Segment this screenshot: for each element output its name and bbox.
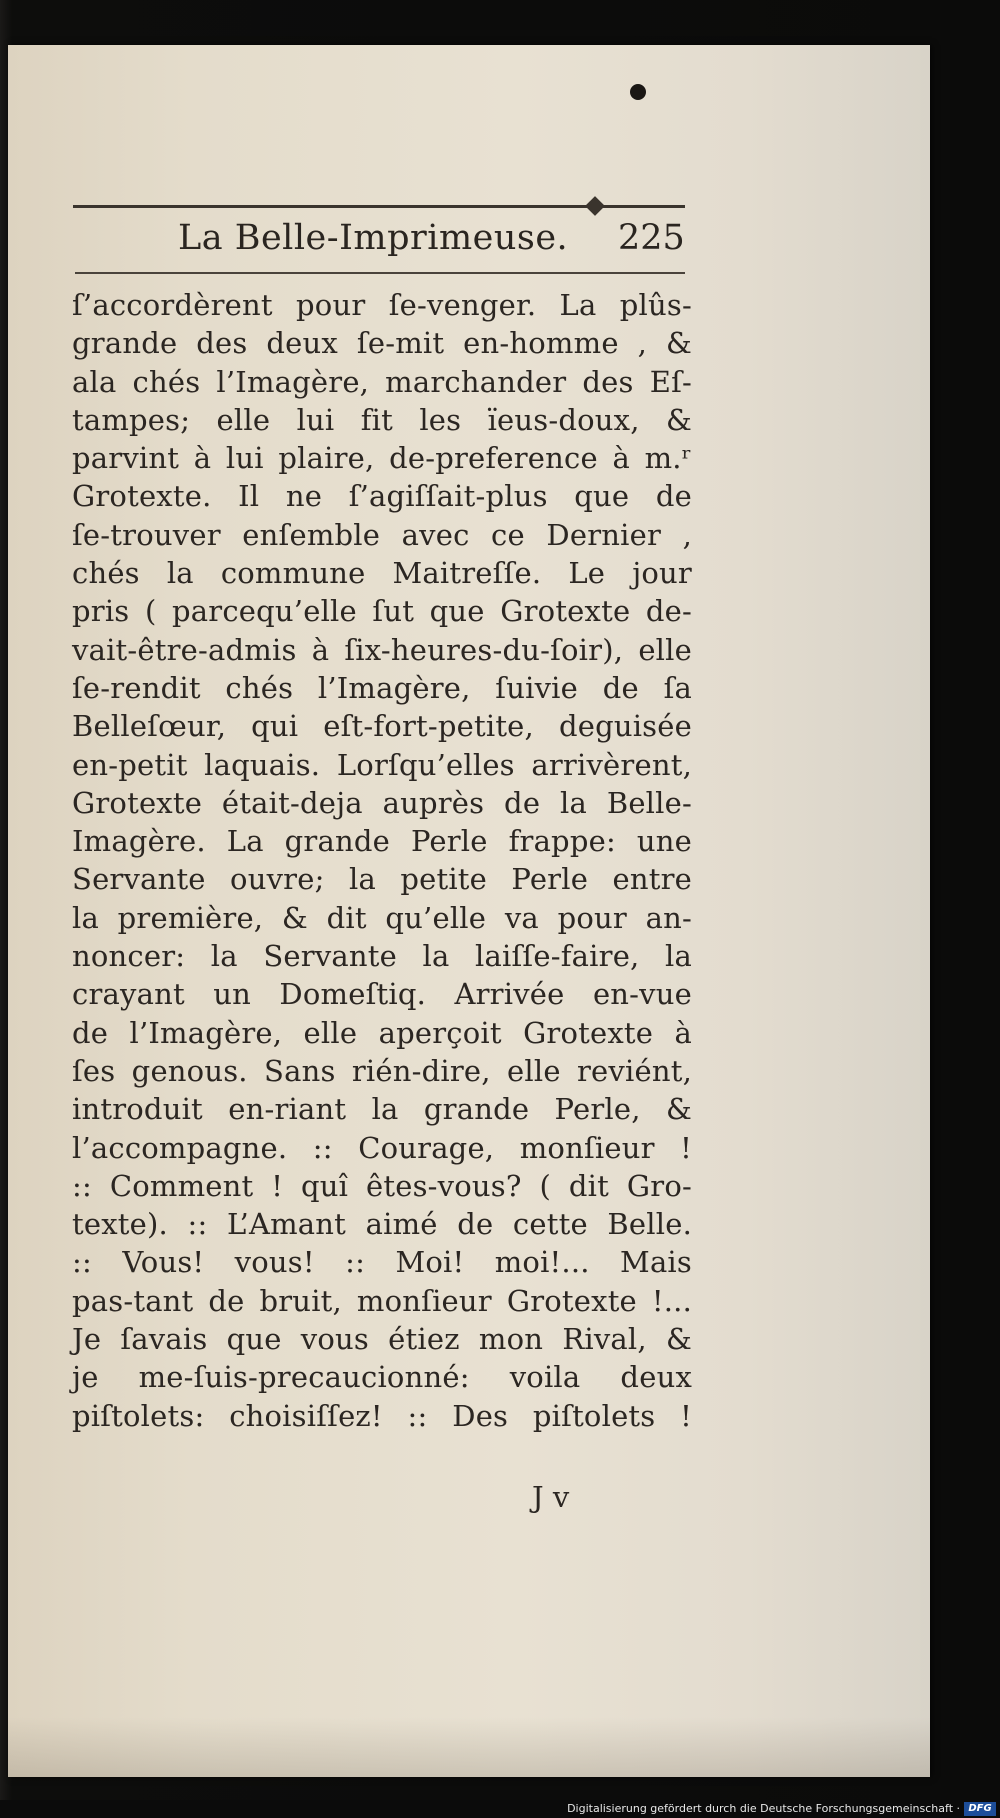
text-line: parvint à lui plaire, de-preference à m.ʳ	[72, 441, 692, 476]
text-line: Grotexte. Il ne ſ’agiſſait-plus que de	[72, 479, 692, 514]
text-line: texte). :: L’Amant aimé de cette Belle.	[72, 1207, 692, 1242]
text-line: crayant un Domeſtiq. Arrivée en-vue	[72, 977, 692, 1012]
text-line: je me-ſuis-precaucionné: voila deux	[72, 1360, 692, 1395]
text-line: grande des deux ſe-mit en-homme , &	[72, 326, 692, 361]
catchword-signature: J v	[532, 1480, 570, 1514]
text-line: pris ( parcequ’elle ſut que Grotexte de-	[72, 594, 692, 629]
text-line: ſe-rendit chés l’Imagère, ſuivie de ſa	[72, 670, 692, 705]
text-line: Grotexte était-deja auprès de la Belle-	[72, 785, 692, 820]
header-rule-bottom	[75, 272, 685, 274]
text-line: ſe-trouver enſemble avec ce Dernier ,	[72, 517, 692, 552]
text-line: ſ’accordèrent pour ſe-venger. La plûs-	[72, 288, 692, 322]
ink-spot	[630, 84, 646, 100]
text-line: pas-tant de bruit, monſieur Grotexte !...	[72, 1283, 692, 1318]
text-line: piſtolets: choisiſſez! :: Des piſtolets !	[72, 1398, 692, 1433]
text-line: ſes genous. Sans rién-dire, elle reviént,	[72, 1053, 692, 1088]
page-number: 225	[618, 218, 685, 258]
running-title: La Belle-Imprimeuse.	[178, 218, 569, 258]
text-line: ala chés l’Imagère, marchander des Eſ-	[72, 364, 692, 399]
text-line: Je ſavais que vous étiez mon Rival, &	[72, 1322, 692, 1357]
body-text	[72, 286, 692, 1435]
dfg-logo: DFG	[964, 1802, 996, 1816]
text-line: tampes; elle lui fit les ïeus-doux, &	[72, 402, 692, 437]
text-line: Imagère. La grande Perle frappe: une	[72, 824, 692, 859]
text-line: :: Vous! vous! :: Moi! moi!... Mais	[72, 1245, 692, 1280]
text-line: introduit en-riant la grande Perle, &	[72, 1092, 692, 1127]
text-line: de l’Imagère, elle aperçoit Grotexte à	[72, 1015, 692, 1050]
text-line: la première, & dit qu’elle va pour an-	[72, 900, 692, 935]
text-line: chés la commune Maitreſſe. Le jour	[72, 556, 692, 591]
text-line: :: Comment ! quî êtes-vous? ( dit Gro-	[72, 1168, 692, 1203]
text-line: Belleſœur, qui eſt-fort-petite, deguisée	[72, 709, 692, 744]
digitization-credit: Digitalisierung gefördert durch die Deutsche Forschungsgemeinschaft ·	[567, 1802, 960, 1815]
text-line: Servante ouvre; la petite Perle entre	[72, 862, 692, 897]
text-line: vait-être-admis à ſix-heures-du-ſoir), elle	[72, 632, 692, 667]
text-line: noncer: la Servante la laiſſe-faire, la	[72, 939, 692, 974]
text-line: l’accompagne. :: Courage, monſieur !	[72, 1130, 692, 1165]
text-line: en-petit laquais. Lorſqu’elles arrivèrent,	[72, 747, 692, 782]
